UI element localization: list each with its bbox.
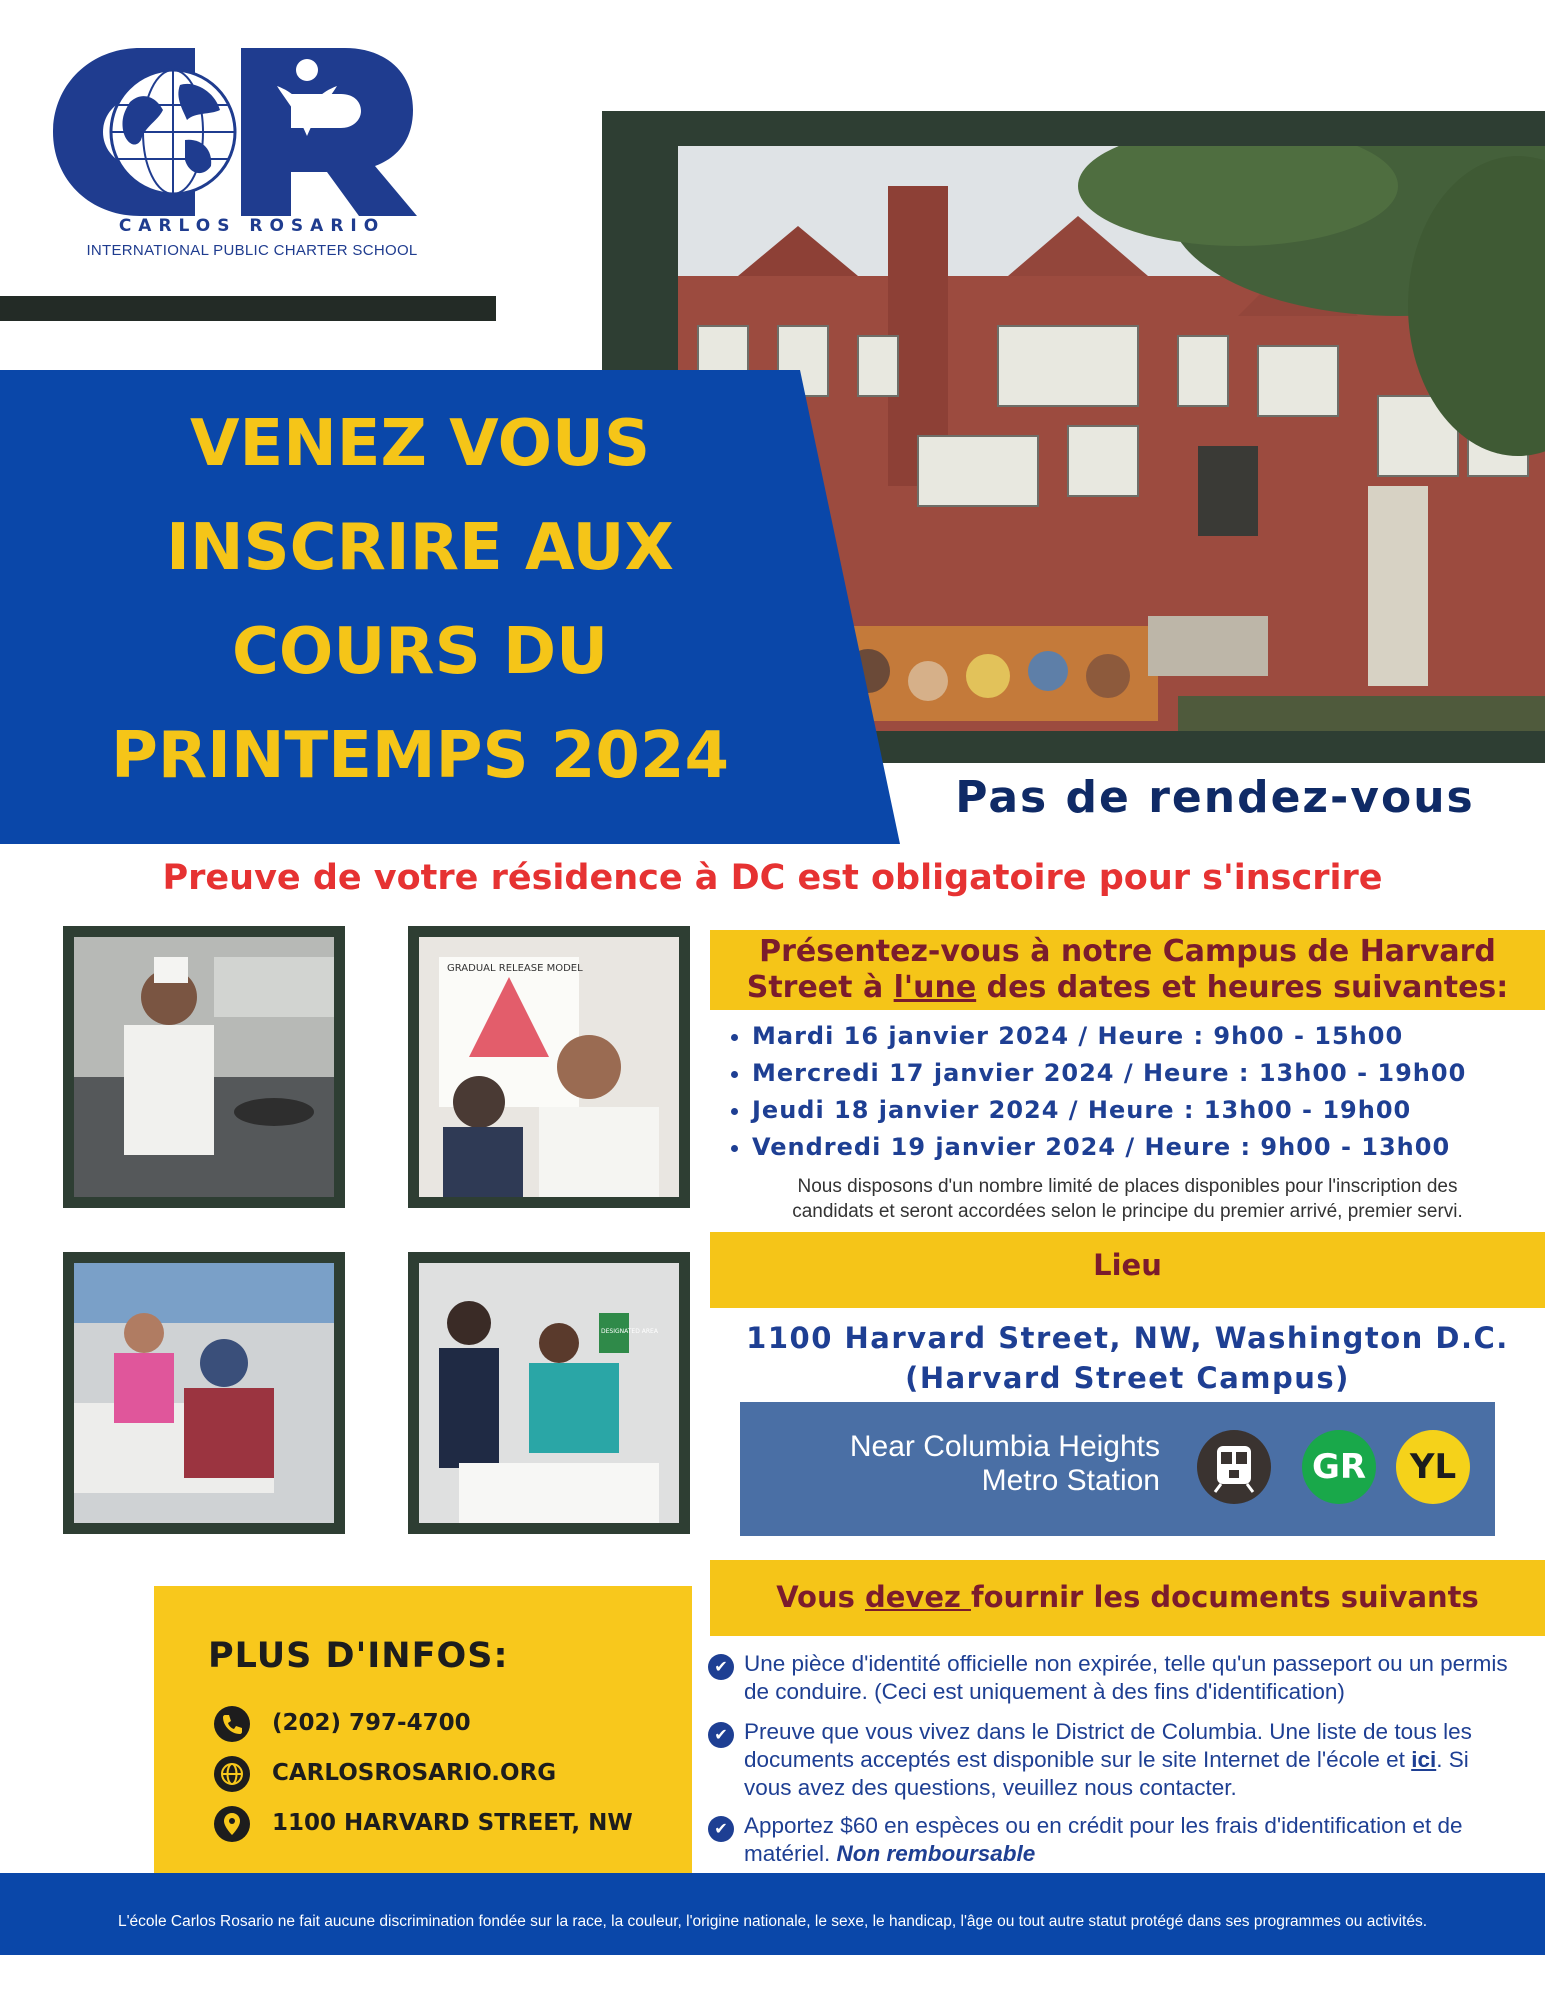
metro-line: Metro Station [981,1464,1160,1497]
main-title [20,392,820,808]
phone-icon [214,1706,250,1742]
more-info-title: PLUS D'INFOS: [208,1636,509,1676]
dates-heading [710,934,1545,1006]
dates-heading-post: des dates et heures suivantes: [976,970,1509,1005]
photo-chef [63,926,345,1208]
phone-number[interactable]: (202) 797-4700 [272,1710,471,1736]
campus-address [710,1318,1545,1398]
street-address: 1100 HARVARD STREET, NW [272,1810,633,1836]
document-text-pre: Preuve que vous vivez dans le District de Columbia. Une liste de tous les documents acceptés est disponible sur le site Internet de l'école et [744,1719,1472,1772]
note-line: candidats et seront accordées selon le principe du premier arrivé, premier servi. [792,1201,1463,1222]
date-item: • Mardi 16 janvier 2024 / Heure : 9h00 - 15h00 [752,1018,1545,1055]
dates-heading-underlined: l'une [893,970,977,1005]
document-item [708,1718,1508,1804]
note-line: Nous disposons d'un nombre limité de places disponibles pour l'inscription des [797,1176,1458,1197]
dates-heading-line2 [710,970,1545,1006]
document-text-post: . Si vous avez des questions, veuillez nous contacter. [744,1747,1469,1800]
date-item: • Mercredi 17 janvier 2024 / Heure : 13h00 - 19h00 [752,1055,1545,1092]
no-appointment-label: Pas de rendez-vous [955,772,1475,823]
designated-area-sign: DESIGNATED AREA [601,1328,658,1335]
address-line: 1100 Harvard Street, NW, Washington D.C. [746,1321,1509,1355]
non-refundable-text: Non remboursable [836,1841,1036,1866]
dates-list [720,1018,1545,1166]
logo-school-name: CARLOS ROSARIO [118,216,386,236]
document-text [744,1718,1514,1802]
photo-classroom-poster [408,926,690,1208]
title-line: INSCRIRE AUX [166,511,674,585]
documents-heading-post: fournir les documents suivants [970,1580,1479,1614]
address-line: (Harvard Street Campus) [905,1361,1350,1395]
documents-heading-underlined: devez [865,1580,971,1614]
title-line: PRINTEMPS 2024 [110,719,730,793]
photo-nursing [408,1252,690,1534]
website-link[interactable]: CARLOSROSARIO.ORG [272,1760,557,1786]
documents-heading [710,1580,1545,1614]
non-discrimination-notice: L'école Carlos Rosario ne fait aucune discrimination fondée sur la race, la couleur, l'origine nationale, le sexe, le handicap, l'âge ou tout autre statut protégé dans ses programmes ou activités. [117,1913,1428,1930]
proof-of-residence-notice: Preuve de votre résidence à DC est obligatoire pour s'inscrire [162,858,1383,898]
yellow-line-badge: YL [1396,1430,1470,1504]
metro-line: Near Columbia Heights [849,1430,1160,1463]
green-line-badge: GR [1302,1430,1376,1504]
check-icon: ✔ [708,1654,734,1680]
divider-bar [0,296,496,321]
title-line: VENEZ VOUS [189,407,651,481]
dates-heading-line1: Présentez-vous à notre Campus de Harvard [759,934,1496,969]
document-text [744,1812,1514,1868]
document-text-pre: Apportez $60 en espèces ou en crédit pour les frais d'identification et de matériel. [744,1813,1463,1866]
logo-school-subtitle: INTERNATIONAL PUBLIC CHARTER SCHOOL [86,242,418,259]
poster-heading-text: GRADUAL RELEASE MODEL [447,963,583,974]
title-line: COURS DU [231,615,609,689]
photo-students [63,1252,345,1534]
location-pin-icon [214,1806,250,1842]
document-item [708,1812,1508,1872]
documents-list-link[interactable]: ici [1411,1747,1437,1772]
globe-icon [214,1756,250,1792]
metro-station-label [760,1430,1160,1498]
date-item: • Vendredi 19 janvier 2024 / Heure : 9h00 - 13h00 [752,1129,1545,1166]
metro-train-icon [1197,1430,1271,1504]
documents-heading-pre: Vous [776,1580,865,1614]
location-heading: Lieu [1093,1248,1162,1282]
limited-places-note [715,1174,1540,1224]
document-text: Une pièce d'identité officielle non expirée, telle qu'un passeport ou un permis de conduire. (Ceci est uniquement à des fins d'identification) [744,1651,1508,1704]
check-icon: ✔ [708,1816,734,1842]
date-item: • Jeudi 18 janvier 2024 / Heure : 13h00 - 19h00 [752,1092,1545,1129]
dates-heading-pre: Street à [746,970,894,1005]
check-icon: ✔ [708,1722,734,1748]
document-item [708,1650,1508,1710]
